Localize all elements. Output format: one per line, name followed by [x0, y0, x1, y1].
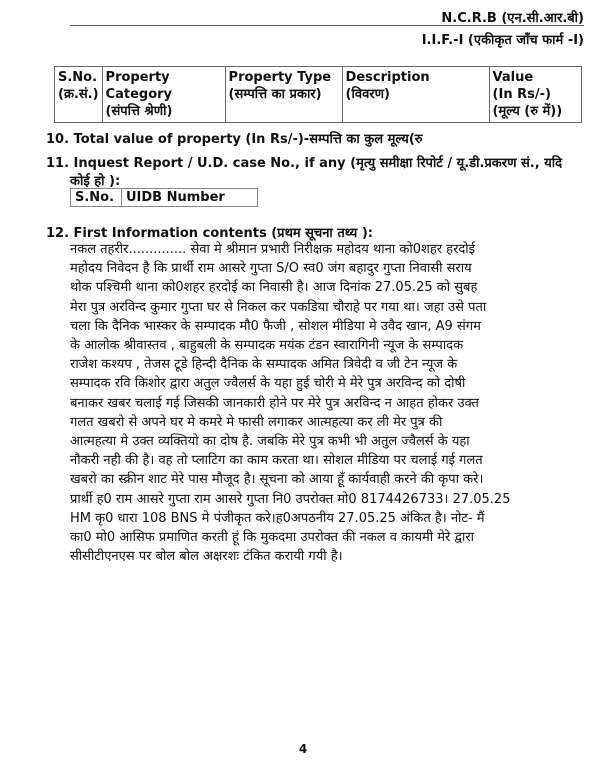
fir-line: प्रार्थी ह0 राम आसरे गुप्ता राम आसरे गुप्ता नि0 उपरोक्त मो0 8174426733। 27.05.25 [70, 491, 511, 507]
fir-line: मेरा पुत्र अरविन्द कुमार गुप्ता घर से निकल कर पकडिया चौराहे पर गया था। जहा उसे पता [70, 299, 487, 315]
inquest-report-line: 11. Inquest Report / U.D. case No., if any (मृत्यु समीक्षा रिपोर्ट / यू.डी.प्रकरण सं., यदि [46, 156, 563, 171]
fir-line: HM कृ0 धारा 108 BNS मे पंजीकृत करे।ह0अपठनीय 27.05.25 अंकित है। नोट- मैं [70, 510, 485, 526]
col-category-line3: (संपत्ति श्रेणी) [105, 104, 173, 119]
page-number: 4 [298, 742, 308, 756]
fir-line: राजेश कश्यप , तेजस टूडे हिन्दी दैनिक के सम्पादक अमित त्रिवेदी व जी टेन न्यूज के [70, 357, 458, 373]
col-value-line1: Value [492, 70, 534, 85]
fir-contents [70, 240, 590, 566]
col-sno [55, 67, 103, 123]
fir-line: सम्पादक रवि किशोर द्वारा अतुल ज्वैलर्स के यहा हुई चोरी मे मेरे पुत्र अरविन्द को दोषी [70, 376, 466, 392]
form-title: I.I.F.-I (एकीकृत जाँच फार्म -I) [421, 33, 584, 48]
inquest-report-line-cont: कोई हो ): [70, 174, 121, 189]
col-description [342, 67, 489, 123]
col-type-line1: Property Type [228, 70, 332, 85]
uidb-col-sno: S.No. [71, 189, 122, 207]
uidb-header-row [71, 189, 258, 207]
fir-line: का0 मो0 आसिफ प्रमाणित करती हूं कि मुकदमा उपरोक्त की नकल व कायमी मेरे द्वारा [70, 530, 475, 546]
uidb-col-number: UIDB Number [122, 189, 258, 207]
col-category-line2: Category [105, 87, 173, 102]
fir-line: गलत खबरो से अपने घर मे कमरे मे फासी लगाकर आत्महत्या कर ली मेर पुत्र की [70, 414, 443, 430]
col-sno-line1: S.No. [58, 70, 98, 85]
fir-line: बनाकर खबर चलाई गई जिसकी जानकारी होने पर मेरे पुत्र अरविन्द न आहत होकर उक्त [70, 395, 479, 411]
col-sno-line2: (क्र.सं.) [58, 87, 99, 102]
fir-line: के आलोक श्रीवास्तव , बाहुबली के सम्पादक मयंक टंडन स्वारागिनी न्यूज के सम्पादक [70, 338, 464, 354]
fir-line: नकल तहरीर.............. सेवा मे श्रीमान प्रभारी निरीक्षक महोदय थाना को0शहर हरदोई [70, 242, 476, 257]
fir-heading: 12. First Information contents (प्रथम सूचना तथ्य ): [46, 226, 373, 241]
fir-line: नौकरी नही की है। वह तो प्लाटिग का काम करता था। सोशल मीडिया पर चलाई गई गलत [70, 453, 483, 469]
col-value-line2: (In Rs/-) [492, 87, 551, 102]
col-category [102, 67, 225, 123]
col-type-line2: (सम्पत्ति का प्रकार) [228, 87, 322, 102]
header-rule [70, 25, 584, 26]
col-description-line1: Description [345, 70, 430, 85]
col-type [225, 67, 342, 123]
property-table-header-row [55, 67, 582, 123]
fir-line: आत्महत्या मे उक्त व्यक्तियो का दोष है. जबकि मेरे पुत्र कभी भी अतुल ज्वैलर्स के यहा [70, 434, 470, 450]
col-value-line3: (मूल्य (रु में)) [492, 104, 563, 119]
fir-line: खबरो का स्क्रीन शाट मेरे पास मौजूद है। सूचना को आया हूँ कार्यवाही करने की कृपा करे। [70, 472, 484, 488]
fir-line: चला कि दैनिक भास्कर के सम्पादक मौ0 फैजी , सोशल मीडिया मे उवैद खान, A9 संगम [70, 318, 481, 334]
col-category-line1: Property [105, 70, 170, 85]
fir-line: थोक पश्चिमी थाना को0शहर हरदोई का निवासी है। आज दिनांक 27.05.25 को सुबह [70, 280, 478, 296]
fir-line: सीसीटीएनएस पर बोल बोल अक्षरशः टंकित करायी गयी है। [70, 549, 343, 565]
uidb-table [70, 188, 258, 207]
col-description-line2: (विवरण) [345, 87, 390, 102]
col-value [489, 67, 581, 123]
fir-line: महोदय निवेदन है कि प्रार्थी राम आसरे गुप्ता S/O स्व0 जंग बहादुर गुप्ता निवासी सराय [70, 261, 472, 277]
total-value-line: 10. Total value of property (In Rs/-)-सम्पत्ति का कुल मूल्य(रु [46, 132, 423, 147]
property-table [54, 66, 582, 123]
ncrb-title: N.C.R.B (एन.सी.आर.बी) [441, 11, 584, 26]
